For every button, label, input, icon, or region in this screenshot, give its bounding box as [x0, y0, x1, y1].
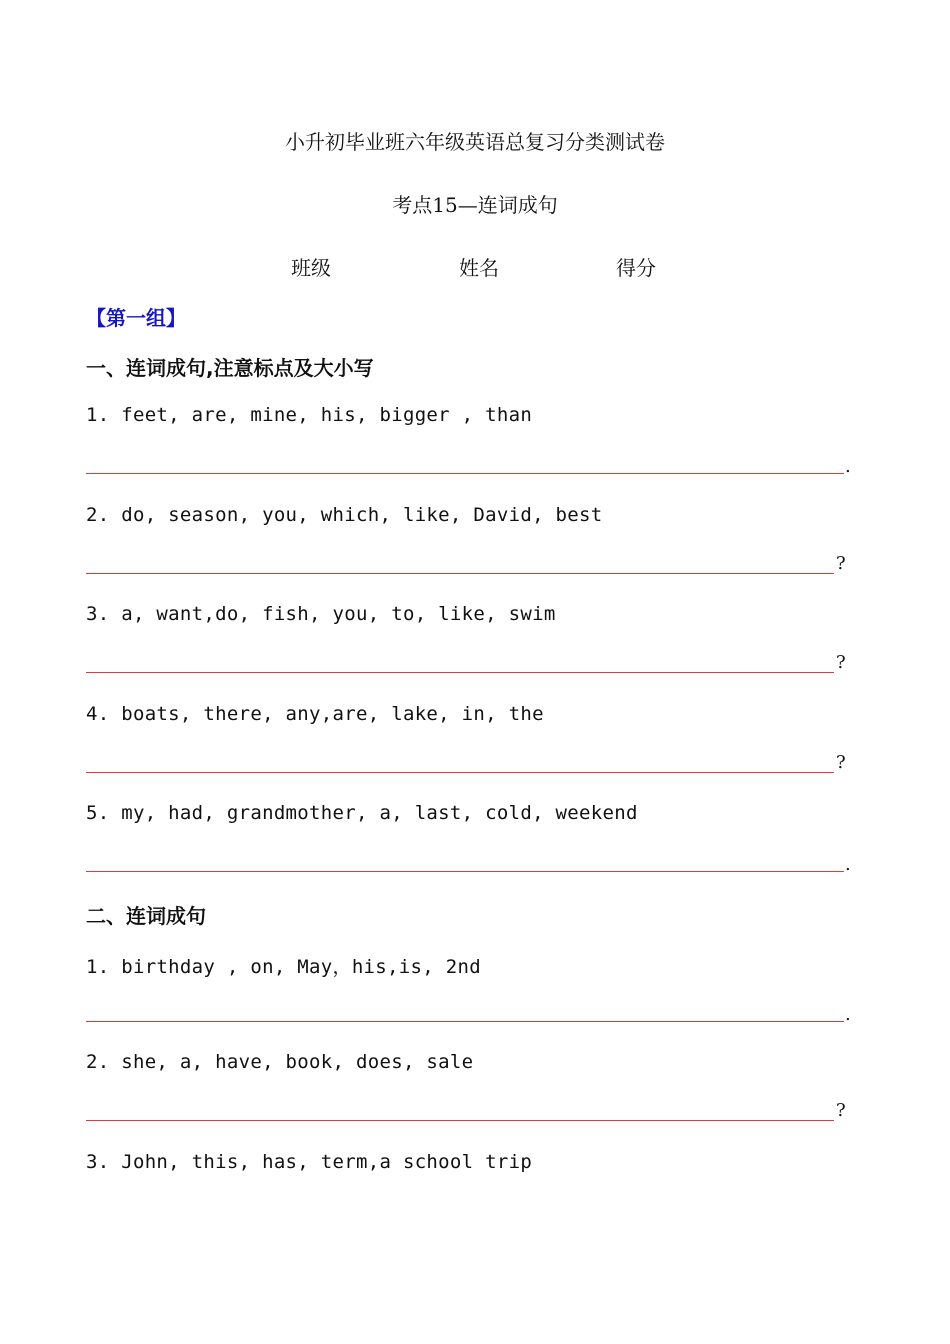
s1-end-mark-1: . [845, 456, 851, 477]
s2-question-1: 1. birthday , on, May，his,is, 2nd [86, 956, 481, 978]
s1-answer-line-1[interactable] [86, 473, 844, 474]
s1-answer-line-3[interactable] [86, 672, 834, 673]
s2-end-mark-2: ? [836, 1100, 846, 1121]
s2-answer-line-1[interactable] [86, 1021, 844, 1022]
s1-question-2: 2. do, season, you, which, like, David, best [86, 504, 603, 526]
s1-answer-line-2[interactable] [86, 573, 834, 574]
class-field-label: 班级 [291, 256, 331, 280]
s2-answer-line-2[interactable] [86, 1120, 834, 1121]
page-subtitle: 考点15—连词成句 [392, 193, 558, 217]
section-1-heading: 一、连词成句,注意标点及大小写 [86, 356, 374, 380]
s1-end-mark-2: ? [836, 553, 846, 574]
s1-question-4: 4. boats, there, any,are, lake, in, the [86, 703, 544, 725]
s1-answer-line-5[interactable] [86, 871, 844, 872]
s2-question-2: 2. she, a, have, book, does, sale [86, 1051, 474, 1073]
s1-end-mark-3: ? [836, 652, 846, 673]
s2-end-mark-1: . [845, 1004, 851, 1025]
score-field-label: 得分 [616, 256, 656, 280]
section-2-heading: 二、连词成句 [86, 904, 206, 928]
s1-question-5: 5. my, had, grandmother, a, last, cold, weekend [86, 802, 638, 824]
group-label: 【第一组】 [86, 306, 186, 330]
page-title: 小升初毕业班六年级英语总复习分类测试卷 [285, 130, 665, 154]
s1-end-mark-4: ? [836, 752, 846, 773]
s2-question-3: 3. John, this, has, term,a school trip [86, 1151, 533, 1173]
s1-answer-line-4[interactable] [86, 772, 834, 773]
s1-question-1: 1. feet, are, mine, his, bigger , than [86, 404, 533, 426]
s1-question-3: 3. a, want,do, fish, you, to, like, swim [86, 603, 556, 625]
name-field-label: 姓名 [459, 256, 499, 280]
s1-end-mark-5: . [845, 854, 851, 875]
